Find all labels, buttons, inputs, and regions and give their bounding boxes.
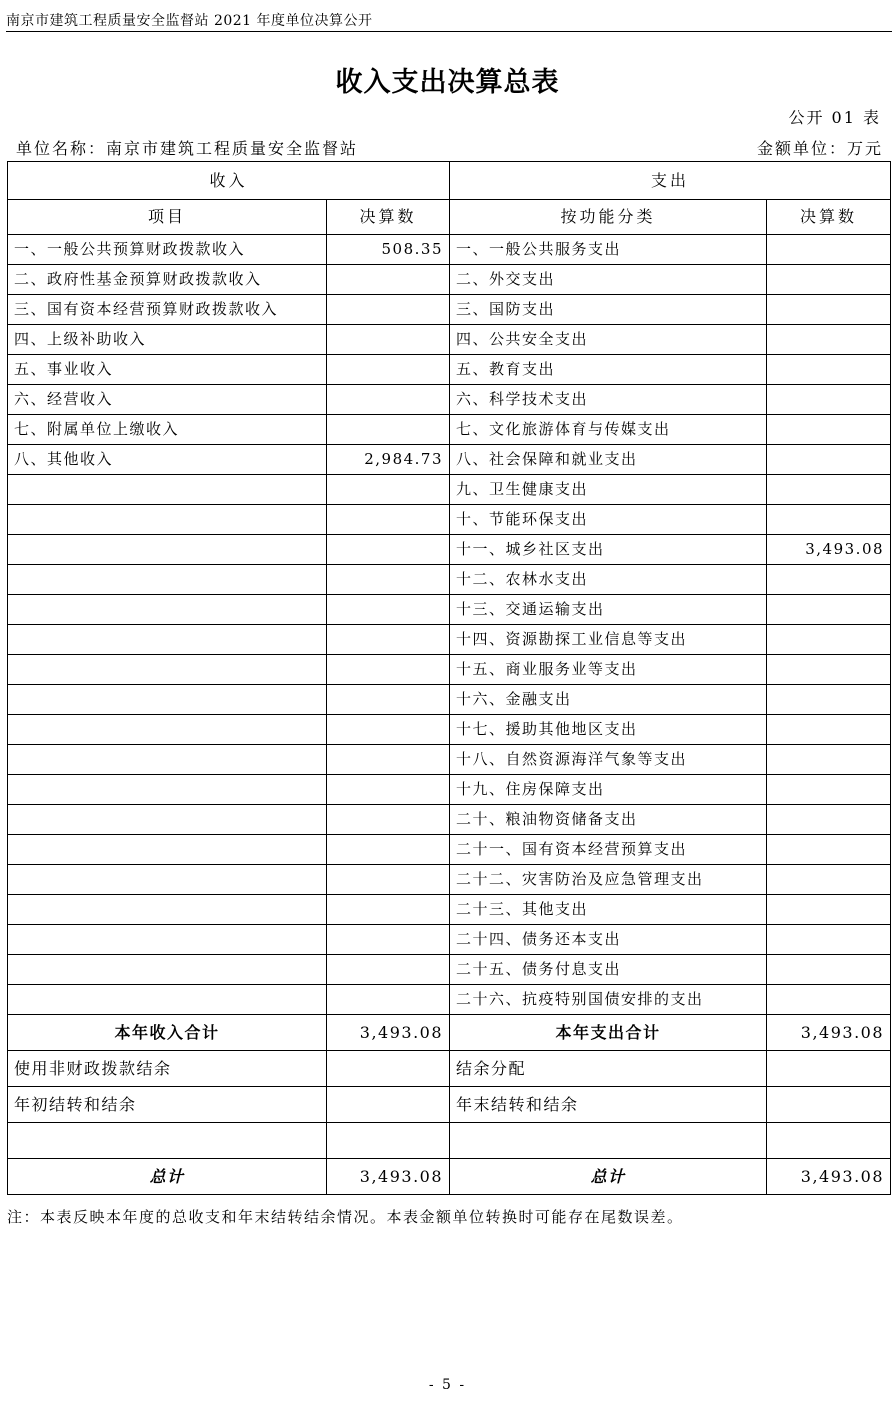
income-item: 使用非财政拨款结余 [8, 1051, 327, 1087]
expense-item: 四、公共安全支出 [450, 325, 767, 355]
unit-name: 单位名称：南京市建筑工程质量安全监督站 [16, 139, 359, 158]
expense-item: 三、国防支出 [450, 295, 767, 325]
expense-amount [767, 985, 891, 1015]
income-amount [327, 415, 450, 445]
page-number: - 5 - [428, 1377, 467, 1393]
income-amount [327, 1123, 450, 1159]
income-amount [327, 655, 450, 685]
income-amount [327, 745, 450, 775]
expense-item: 二十一、国有资本经营预算支出 [450, 835, 767, 865]
expense-item: 十三、交通运输支出 [450, 595, 767, 625]
table-row [8, 745, 891, 775]
subtotal-row [8, 1015, 891, 1051]
expense-item: 七、文化旅游体育与传媒支出 [450, 415, 767, 445]
expense-item: 二十六、抗疫特别国债安排的支出 [450, 985, 767, 1015]
expense-item: 十四、资源勘探工业信息等支出 [450, 625, 767, 655]
expense-item: 五、教育支出 [450, 355, 767, 385]
income-item [8, 715, 327, 745]
income-amount [327, 325, 450, 355]
expense-amount [767, 865, 891, 895]
income-amount-header: 决算数 [327, 200, 450, 235]
income-amount [327, 1051, 450, 1087]
header-rule [6, 31, 892, 32]
table-row [8, 1051, 891, 1087]
income-amount [327, 955, 450, 985]
income-amount [327, 625, 450, 655]
income-item: 五、事业收入 [8, 355, 327, 385]
expense-item [450, 1123, 767, 1159]
summary-table [7, 161, 891, 1195]
running-header: 南京市建筑工程质量安全监督站 2021 年度单位决算公开 [6, 13, 373, 29]
expense-item: 结余分配 [450, 1051, 767, 1087]
income-item: 三、国有资本经营预算财政拨款收入 [8, 295, 327, 325]
expense-item: 十六、金融支出 [450, 685, 767, 715]
table-row [8, 865, 891, 895]
table-row [8, 895, 891, 925]
income-amount [327, 985, 450, 1015]
income-amount [327, 535, 450, 565]
income-amount [327, 355, 450, 385]
income-amount [327, 835, 450, 865]
income-item [8, 505, 327, 535]
summary-table-body [8, 162, 891, 1195]
income-amount [327, 505, 450, 535]
income-item [8, 835, 327, 865]
table-row [8, 715, 891, 745]
expense-amount [767, 655, 891, 685]
income-item: 四、上级补助收入 [8, 325, 327, 355]
income-item: 二、政府性基金预算财政拨款收入 [8, 265, 327, 295]
expense-item: 十七、援助其他地区支出 [450, 715, 767, 745]
expense-item: 二、外交支出 [450, 265, 767, 295]
expense-amount [767, 415, 891, 445]
income-amount [327, 595, 450, 625]
table-row [8, 325, 891, 355]
expense-item: 十、节能环保支出 [450, 505, 767, 535]
expense-amount [767, 595, 891, 625]
expense-item: 二十五、债务付息支出 [450, 955, 767, 985]
income-total-label: 总计 [8, 1159, 327, 1195]
income-item [8, 925, 327, 955]
table-row [8, 835, 891, 865]
income-amount [327, 1087, 450, 1123]
income-item [8, 625, 327, 655]
table-row [8, 1087, 891, 1123]
income-item: 八、其他收入 [8, 445, 327, 475]
table-row [8, 385, 891, 415]
income-amount [327, 685, 450, 715]
expense-amount [767, 805, 891, 835]
expense-total-label: 总计 [450, 1159, 767, 1195]
income-subtotal-label: 本年收入合计 [8, 1015, 327, 1051]
expense-amount [767, 775, 891, 805]
income-item [8, 595, 327, 625]
income-item [8, 895, 327, 925]
income-item [8, 745, 327, 775]
income-amount [327, 265, 450, 295]
expense-amount [767, 565, 891, 595]
expense-item: 二十、粮油物资储备支出 [450, 805, 767, 835]
expense-amount [767, 955, 891, 985]
expense-item: 六、科学技术支出 [450, 385, 767, 415]
expense-amount [767, 355, 891, 385]
income-subtotal-amount: 3,493.08 [327, 1015, 450, 1051]
income-item: 七、附属单位上缴收入 [8, 415, 327, 445]
income-amount [327, 805, 450, 835]
expense-item: 八、社会保障和就业支出 [450, 445, 767, 475]
expense-amount-header: 决算数 [767, 200, 891, 235]
table-row [8, 925, 891, 955]
expense-item: 十一、城乡社区支出 [450, 535, 767, 565]
income-item [8, 775, 327, 805]
expense-amount [767, 925, 891, 955]
table-row [8, 535, 891, 565]
expense-amount [767, 1051, 891, 1087]
expense-amount [767, 505, 891, 535]
expense-item: 十八、自然资源海洋气象等支出 [450, 745, 767, 775]
expense-subtotal-label: 本年支出合计 [450, 1015, 767, 1051]
expense-amount [767, 685, 891, 715]
table-row [8, 295, 891, 325]
expense-amount [767, 835, 891, 865]
expense-amount [767, 1087, 891, 1123]
expense-amount [767, 445, 891, 475]
table-row [8, 805, 891, 835]
income-amount [327, 775, 450, 805]
table-row [8, 265, 891, 295]
income-amount [327, 895, 450, 925]
expense-header: 支出 [450, 162, 891, 200]
income-item: 年初结转和结余 [8, 1087, 327, 1123]
expense-amount [767, 745, 891, 775]
expense-total-amount: 3,493.08 [767, 1159, 891, 1195]
expense-amount [767, 715, 891, 745]
income-item: 六、经营收入 [8, 385, 327, 415]
expense-subtotal-amount: 3,493.08 [767, 1015, 891, 1051]
income-item [8, 805, 327, 835]
income-amount [327, 715, 450, 745]
income-amount [327, 475, 450, 505]
income-item [8, 685, 327, 715]
income-item [8, 985, 327, 1015]
expense-amount [767, 1123, 891, 1159]
table-row [8, 625, 891, 655]
income-amount [327, 565, 450, 595]
income-item [8, 655, 327, 685]
income-item [8, 535, 327, 565]
table-row [8, 955, 891, 985]
income-header: 收入 [8, 162, 450, 200]
grand-total-row [8, 1159, 891, 1195]
expense-amount [767, 895, 891, 925]
item-header: 项目 [8, 200, 327, 235]
table-row [8, 445, 891, 475]
expense-item: 年末结转和结余 [450, 1087, 767, 1123]
income-total-amount: 3,493.08 [327, 1159, 450, 1195]
amount-unit: 金额单位：万元 [756, 139, 883, 158]
expense-item: 十五、商业服务业等支出 [450, 655, 767, 685]
expense-item: 二十三、其他支出 [450, 895, 767, 925]
expense-amount [767, 295, 891, 325]
income-item: 一、一般公共预算财政拨款收入 [8, 235, 327, 265]
table-row [8, 985, 891, 1015]
table-row [8, 415, 891, 445]
table-number: 公开 01 表 [788, 108, 881, 127]
income-amount [327, 925, 450, 955]
table-row [8, 595, 891, 625]
function-header: 按功能分类 [450, 200, 767, 235]
expense-item: 十二、农林水支出 [450, 565, 767, 595]
expense-item: 二十四、债务还本支出 [450, 925, 767, 955]
expense-item: 一、一般公共服务支出 [450, 235, 767, 265]
income-amount: 2,984.73 [327, 445, 450, 475]
table-row [8, 655, 891, 685]
expense-amount [767, 475, 891, 505]
income-item [8, 565, 327, 595]
table-row [8, 565, 891, 595]
expense-amount [767, 235, 891, 265]
table-row [8, 475, 891, 505]
table-row [8, 505, 891, 535]
table-row [8, 355, 891, 385]
income-item [8, 475, 327, 505]
header-row-top [8, 162, 891, 200]
income-item [8, 955, 327, 985]
expense-amount [767, 385, 891, 415]
footnote: 注：本表反映本年度的总收支和年末结转结余情况。本表金额单位转换时可能存在尾数误差。 [7, 1208, 684, 1226]
table-row [8, 235, 891, 265]
expense-amount [767, 325, 891, 355]
income-amount [327, 865, 450, 895]
income-item [8, 1123, 327, 1159]
income-amount [327, 295, 450, 325]
page-title: 收入支出决算总表 [335, 67, 560, 98]
income-item [8, 865, 327, 895]
income-amount [327, 385, 450, 415]
table-row [8, 1123, 891, 1159]
expense-amount: 3,493.08 [767, 535, 891, 565]
income-amount: 508.35 [327, 235, 450, 265]
table-row [8, 685, 891, 715]
table-row [8, 775, 891, 805]
expense-amount [767, 625, 891, 655]
expense-amount [767, 265, 891, 295]
expense-item: 十九、住房保障支出 [450, 775, 767, 805]
expense-item: 二十二、灾害防治及应急管理支出 [450, 865, 767, 895]
header-row-sub [8, 200, 891, 235]
expense-item: 九、卫生健康支出 [450, 475, 767, 505]
